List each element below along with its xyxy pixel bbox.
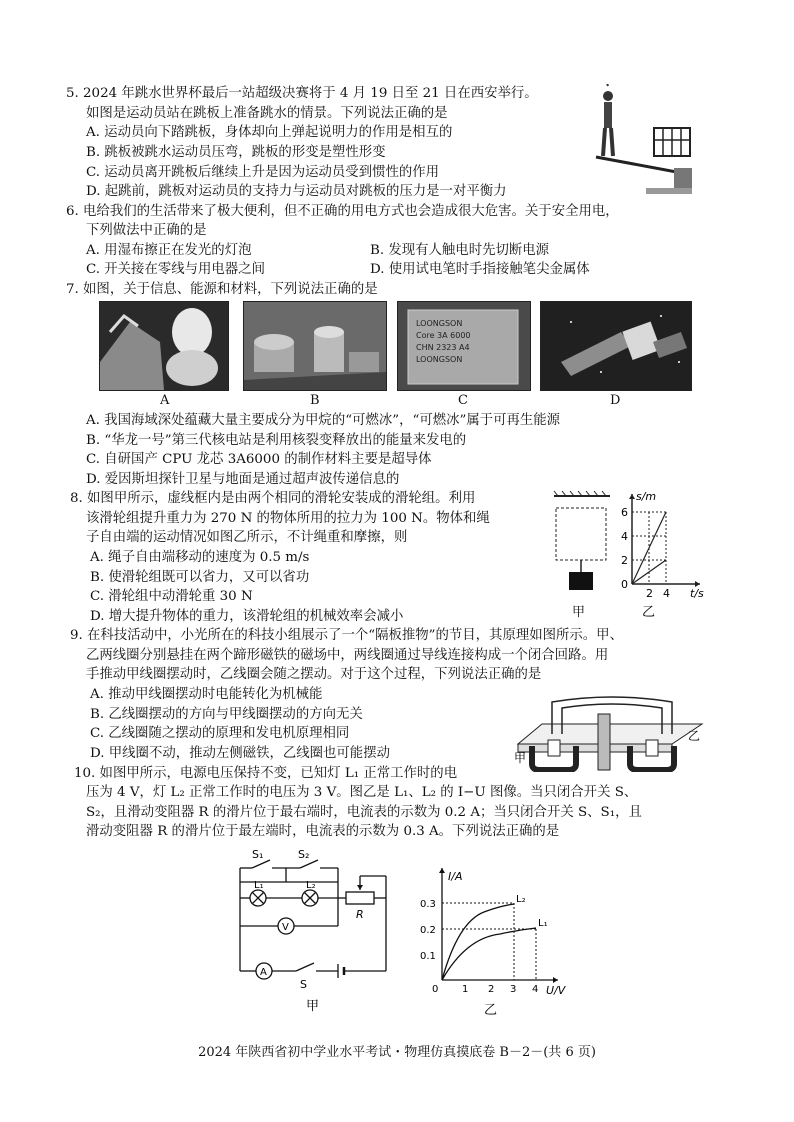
caption-d: D <box>610 393 621 408</box>
s-t-graph <box>618 488 710 622</box>
q6-stem-line1: 6. 电给我们的生活带来了极大便利，但不正确的用电方式也会造成很大危害。关于安全用电， <box>66 204 619 219</box>
curve-l2-label: L₂ <box>516 894 526 905</box>
u-tick-1: 1 <box>462 984 469 995</box>
q6-option-c: C. 开关接在零线与用电器之间 <box>86 262 265 277</box>
photo-d-satellite <box>540 301 692 391</box>
q9-stem-line2: 乙两线圈分别悬挂在两个蹄形磁铁的磁场中，两线圈通过导线连接构成一个闭合回路。用 <box>86 648 609 663</box>
i-tick-0-1: 0.1 <box>420 951 436 962</box>
q8-stem-line1: 8. 如图甲所示，虚线框内是由两个相同的滑轮安装成的滑轮组。利用 <box>70 491 476 506</box>
voltmeter-label: V <box>282 922 289 933</box>
coil-yi-label: 乙 <box>688 729 701 743</box>
coil-jia-label: 甲 <box>514 751 527 765</box>
q9-option-a: A. 推动甲线圈摆动时电能转化为机械能 <box>90 687 323 702</box>
q8-stem-line3: 子自由端的运动情况如图乙所示，不计绳重和摩擦，则 <box>86 530 408 545</box>
q9-option-b: B. 乙线圈摆动的方向与甲线圈摆动的方向无关 <box>90 707 363 722</box>
q8-stem-line2: 该滑轮组提升重力为 270 N 的物体所用的拉力为 100 N。物体和绳 <box>86 511 490 526</box>
q9-stem-line3: 手推动甲线圈摆动时，乙线圈会随之摆动。对于这个过程，下列说法正确的是 <box>86 667 542 682</box>
curve-l1 <box>442 928 536 980</box>
origin-label: 0 <box>621 578 628 591</box>
graph-caption: 乙 <box>484 1003 498 1018</box>
q8-option-a: A. 绳子自由端移动的速度为 0.5 m/s <box>90 550 310 565</box>
u-tick-2: 2 <box>488 984 495 995</box>
pulley-figure <box>550 490 616 620</box>
q8-option-b: B. 使滑轮组既可以省力，又可以省功 <box>90 570 310 585</box>
pulley-caption: 甲 <box>572 605 586 620</box>
switch-s-label: S <box>300 978 307 991</box>
caption-a: A <box>160 393 170 408</box>
y-tick-6: 6 <box>621 506 628 519</box>
q9-option-d: D. 甲线圈不动，推动左侧磁铁，乙线圈也可能摆动 <box>90 746 390 761</box>
x-tick-2: 2 <box>646 587 653 600</box>
q5-stem-line2: 如图是运动员站在跳板上准备跳水的情景。下列说法正确的是 <box>86 106 448 121</box>
x-tick-4: 4 <box>663 587 670 600</box>
q8-option-c: C. 滑轮组中动滑轮重 30 N <box>90 589 253 604</box>
switch-s1-label: S₁ <box>252 848 264 861</box>
q10-stem-line2: 压为 4 V，灯 L₂ 正常工作时的电压为 3 V。图乙是 L₁、L₂ 的 I−U 图像。当只闭合开关 S、 <box>86 785 638 800</box>
chip-text-1: LOONGSON <box>416 319 463 328</box>
chip-text-3: CHN 2323 A4 <box>416 343 470 352</box>
y-tick-4: 4 <box>621 530 628 543</box>
q10-stem-line4: 滑动变阻器 R 的滑片位于最左端时，电流表的示数为 0.3 A。下列说法正确的是 <box>86 824 560 839</box>
y-axis-label: s/m <box>636 490 657 503</box>
origin-zero: 0 <box>432 984 439 995</box>
graph-caption: 乙 <box>642 605 656 620</box>
i-tick-0-2: 0.2 <box>420 925 436 936</box>
u-tick-3: 3 <box>510 984 517 995</box>
u-axis-label: U/V <box>546 984 566 997</box>
photo-a-combustible-ice <box>99 301 229 391</box>
q5-option-b: B. 跳板被跳水运动员压弯，跳板的形变是塑性形变 <box>86 145 386 160</box>
q7-option-d: D. 爱因斯坦探针卫星与地面是通过超声波传递信息的 <box>86 472 400 487</box>
switch-s2-label: S₂ <box>298 848 310 861</box>
lamp-l1-label: L₁ <box>254 880 264 891</box>
q9-option-c: C. 乙线圈随之摆动的原理和发电机原理相同 <box>90 726 350 741</box>
u-tick-4: 4 <box>532 984 539 995</box>
chip-text-2: Core 3A 6000 <box>416 331 471 340</box>
q6-option-a: A. 用湿布擦正在发光的灯泡 <box>86 243 252 258</box>
q7-option-c: C. 自研国产 CPU 龙芯 3A6000 的制作材料主要是超导体 <box>86 452 432 467</box>
q10-stem-line1: 10. 如图甲所示，电源电压保持不变，已知灯 L₁ 正常工作时的电 <box>74 766 458 781</box>
q6-option-d: D. 使用试电笔时手指接触笔尖金属体 <box>370 262 590 277</box>
q9-stem-line1: 9. 在科技活动中，小光所在的科技小组展示了一个“隔板推物”的节目，其原理如图所示。甲、 <box>70 628 623 643</box>
q7-stem: 7. 如图，关于信息、能源和材料，下列说法正确的是 <box>66 282 378 297</box>
chip-text-4: LOONGSON <box>416 355 463 364</box>
page-footer: 2024 年陕西省初中学业水平考试・物理仿真摸底卷 B－2－(共 6 页) <box>198 1045 596 1060</box>
i-tick-0-3: 0.3 <box>420 899 436 910</box>
q5-option-c: C. 运动员离开跳板后继续上升是因为运动员受到惯性的作用 <box>86 165 440 180</box>
diver-figure <box>586 84 706 196</box>
circuit-diagram <box>226 846 402 1016</box>
y-tick-2: 2 <box>621 554 628 567</box>
curve-l2 <box>442 904 514 980</box>
photo-b-nuclear-plant <box>243 301 387 391</box>
circuit-caption: 甲 <box>306 999 320 1014</box>
q6-stem-line2: 下列做法中正确的是 <box>86 223 207 238</box>
i-u-graph <box>418 862 568 1022</box>
lamp-l2-label: L₂ <box>306 880 316 891</box>
q5-stem-line1: 5. 2024 年跳水世界杯最后一站超级决赛将于 4 月 19 日至 21 日在西安举行。 <box>66 86 538 101</box>
partition-push-figure <box>512 684 712 772</box>
x-axis-label: t/s <box>690 587 704 600</box>
q5-option-d: D. 起跳前，跳板对运动员的支持力与运动员对跳板的压力是一对平衡力 <box>86 184 507 199</box>
q10-stem-line3: S₂，且滑动变阻器 R 的滑片位于最右端时，电流表的示数为 0.2 A；当只闭合开关 S、S₁，且 <box>86 805 642 820</box>
caption-c: C <box>458 393 468 408</box>
q6-option-b: B. 发现有人触电时先切断电源 <box>370 243 550 258</box>
q5-option-a: A. 运动员向下踏跳板，身体却向上弹起说明力的作用是相互的 <box>86 125 453 140</box>
curve-l1-label: L₁ <box>538 918 548 929</box>
q7-option-a: A. 我国海域深处蕴藏大量主要成分为甲烷的“可燃冰”，“可燃冰”属于可再生能源 <box>86 413 561 428</box>
ammeter-label: A <box>260 967 267 978</box>
caption-b: B <box>310 393 320 408</box>
rheostat-label: R <box>356 908 364 921</box>
photo-c-cpu-chip <box>397 301 531 391</box>
q7-option-b: B. “华龙一号”第三代核电站是利用核裂变释放出的能量来发电的 <box>86 433 467 448</box>
q8-option-d: D. 增大提升物体的重力，该滑轮组的机械效率会减小 <box>90 609 404 624</box>
i-axis-label: I/A <box>448 870 463 883</box>
